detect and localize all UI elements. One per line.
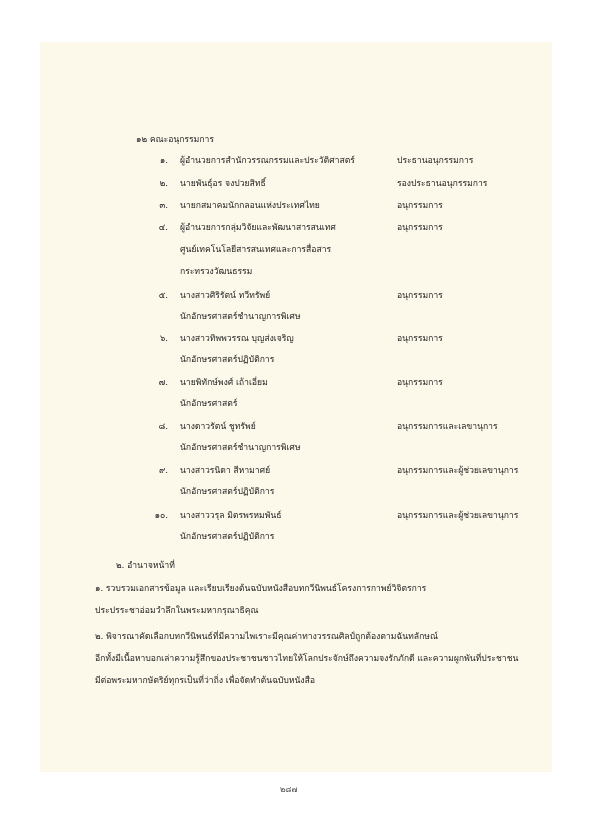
duty-1-line-2: ประปรระชาอ่อมวำลึกในพระมหากรุณาธิคุณ — [95, 606, 259, 616]
member-4-name: ผู้อำนวยการกลุ่มวิจัยและพัฒนาสารสนเทศ — [180, 223, 336, 233]
member-5-name: นางสาวศิริรัตน์ ทวีทรัพย์ — [180, 291, 271, 301]
member-1-name: ผู้อำนวยการสำนักวรรณกรรมและประวัติศาสตร์ — [180, 156, 355, 166]
member-8-name: นางดาวรัตน์ ชูทรัพย์ — [180, 422, 256, 432]
member-5-role: อนุกรรมการ — [397, 291, 443, 301]
member-7-position: นักอักษรศาสตร์ — [180, 399, 238, 409]
member-10-position: นักอักษรศาสตร์ปฏิบัติการ — [180, 532, 275, 542]
member-7-role: อนุกรรมการ — [397, 378, 443, 388]
member-8-number: ๘. — [158, 422, 168, 432]
member-1-role: ประธานอนุกรรมการ — [397, 156, 474, 166]
duty-2-line-1: ๒. พิจารณาคัดเลือกบทกวีนิพนธ์ที่มีความไพเราะมีคุณค่าทางวรรณศิลป์ถูกต้องตามฉันทลักษณ์ — [95, 632, 438, 642]
duty-1-line-1: ๑. รวบรวมเอกสารข้อมูล และเรียบเรียงต้นฉบับหนังสือบทกวีนิพนธ์โครงการกาพย์วิจิตรการ — [95, 584, 427, 594]
member-3-name: นายกสมาคมนักกลอนแห่งประเทศไทย — [180, 201, 320, 211]
member-6-role: อนุกรรมการ — [397, 334, 443, 344]
member-10-number: ๑๐. — [154, 511, 168, 521]
member-3-role: อนุกรรมการ — [397, 201, 443, 211]
member-6-number: ๖. — [159, 334, 168, 344]
member-5-number: ๕. — [158, 291, 168, 301]
member-4-ministry: กระทรวงวัฒนธรรม — [180, 267, 253, 277]
member-3-number: ๓. — [159, 201, 168, 211]
page-number: ๒๘๗ — [280, 785, 298, 794]
member-6-name: นางสาวทิพพวรรณ บุญส่งเจริญ — [180, 334, 294, 344]
member-4-affiliation: ศูนย์เทคโนโลยีสารสนเทศและการสื่อสาร — [180, 245, 332, 255]
member-9-position: นักอักษรศาสตร์ปฏิบัติการ — [180, 487, 275, 497]
member-4-role: อนุกรรมการ — [397, 223, 443, 233]
member-5-position: นักอักษรศาสตร์ชำนาญการพิเศษ — [180, 312, 301, 322]
duty-2-line-3: มีต่อพระมหากษัตริย์ทุกรเป็นที่ว่าถิ่ง เพื่อจัดทำต้นฉบับหนังสือ — [95, 676, 315, 686]
member-4-number: ๔. — [158, 223, 168, 233]
member-2-number: ๒. — [159, 179, 168, 189]
member-9-number: ๙. — [158, 466, 168, 476]
section-2-heading: ๒. อำนาจหน้าที่ — [116, 561, 175, 571]
member-7-name: นายพิทักษ์พงศ์ เถ้าเอี่ยม — [180, 378, 268, 388]
member-10-name: นางสาววรุล มิตรพรหมพันธ์ — [180, 511, 282, 521]
member-9-name: นางสาวรนิดา สีหามาศย์ — [180, 466, 271, 476]
duty-2-line-2: อีกทั้งมีเนื้อหาบอกเล่าความรู้สึกของประชาชนชาวไทยให้โลกประจักษ์ถึงความจงรักภักดี และความผูกพันที่ประชาชน — [95, 654, 519, 664]
member-9-role: อนุกรรมการและผู้ช่วยเลขานุการ — [397, 466, 519, 476]
member-10-role: อนุกรรมการและผู้ช่วยเลขานุการ — [397, 511, 519, 521]
member-1-number: ๑. — [159, 156, 168, 166]
member-8-position: นักอักษรศาสตร์ชำนาญการพิเศษ — [180, 443, 301, 453]
section-12-heading: ๑๒ คณะอนุกรรมการ — [136, 135, 214, 145]
member-2-name: นายพันธุ์อร จงปวยสิทธิ์ — [180, 179, 266, 189]
member-7-number: ๗. — [158, 378, 168, 388]
member-2-role: รองประธานอนุกรรมการ — [397, 179, 488, 189]
member-6-position: นักอักษรศาสตร์ปฏิบัติการ — [180, 355, 275, 365]
member-8-role: อนุกรรมการและเลขานุการ — [397, 422, 498, 432]
